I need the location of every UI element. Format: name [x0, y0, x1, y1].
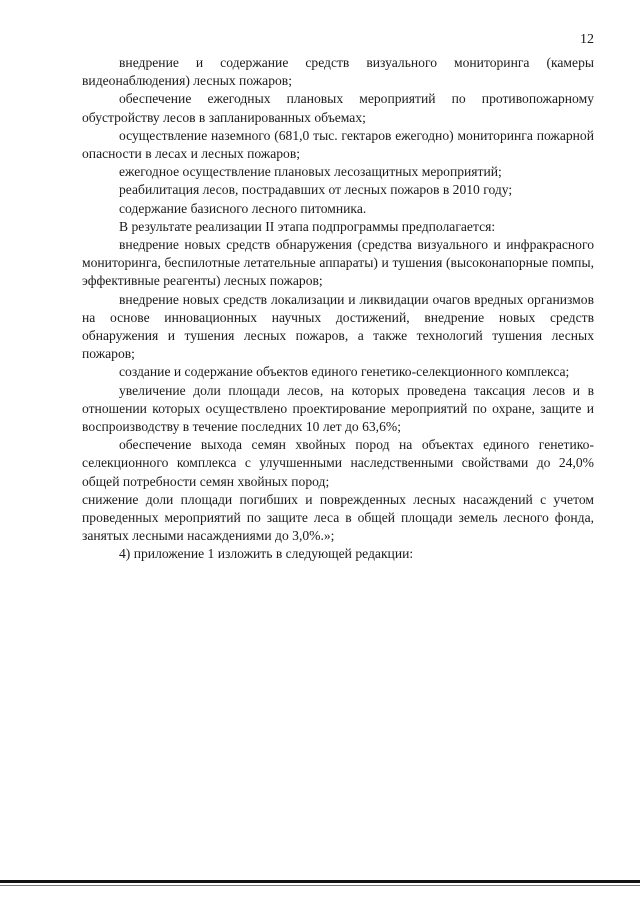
paragraph-appendix-instruction: 4) приложение 1 изложить в следующей редакции: — [119, 546, 414, 562]
paragraph-localization-means: внедрение новых средств локализации и ликвидации очагов вредных организмов на основе инновационных научных достижений, внедрение новых средств обнаружения и тушения лесных пожаров, а также технологий тушения лесных пожаров; — [82, 291, 594, 362]
paragraph-forest-protection: ежегодное осуществление плановых лесозащитных мероприятий; — [119, 164, 502, 180]
document-body — [82, 54, 594, 564]
paragraph-seed-output: обеспечение выхода семян хвойных пород на объектах единого генетико-селекционного комплекса с улучшенными наследственными свойствами до 24,0% общей потребности семян хвойных пород; — [82, 437, 594, 489]
paragraph-rehabilitation: реабилитация лесов, пострадавших от лесных пожаров в 2010 году; — [119, 182, 513, 198]
scan-edge-shadow — [0, 885, 640, 886]
paragraph-taxation-share: увеличение доли площади лесов, на которых проведена таксация лесов и в отношении которых осуществлено проектирование мероприятий по охране, защите и воспроизводству в течение последних 10 лет до 63,6%; — [82, 382, 594, 435]
page-number: 12 — [580, 32, 594, 47]
paragraph-nursery: содержание базисного лесного питомника. — [119, 200, 367, 216]
paragraph-fire-prevention: обеспечение ежегодных плановых мероприятий по противопожарному обустройству лесов в запланированных объемах; — [82, 91, 594, 125]
paragraph-damaged-area: снижение доли площади погибших и поврежденных лесных насаждений с учетом проведенных мероприятий по защите леса в общей площади земель лесного фонда, занятых лесными насаждениями до 3,0%.»; — [82, 491, 594, 544]
paragraph-ground-monitoring: осуществление наземного (681,0 тыс. гектаров ежегодно) мониторинга пожарной опасности в лесах и лесных пожаров; — [82, 127, 594, 162]
paragraph-genetic-complex: создание и содержание объектов единого генетико-селекционного комплекса; — [119, 364, 570, 380]
paragraph-visual-monitoring: внедрение и содержание средств визуального мониторинга (камеры видеонаблюдения) лесных пожаров; — [82, 55, 594, 89]
scan-edge-line — [0, 880, 640, 883]
paragraph-stage-two-intro: В результате реализации II этапа подпрограммы предполагается: — [119, 218, 496, 234]
paragraph-new-detection-means: внедрение новых средств обнаружения (средства визуального и инфракрасного мониторинга, беспилотные летательные аппараты) и тушения (высоконапорные помпы, эффективные реагенты) лесных пожаров; — [82, 237, 594, 289]
